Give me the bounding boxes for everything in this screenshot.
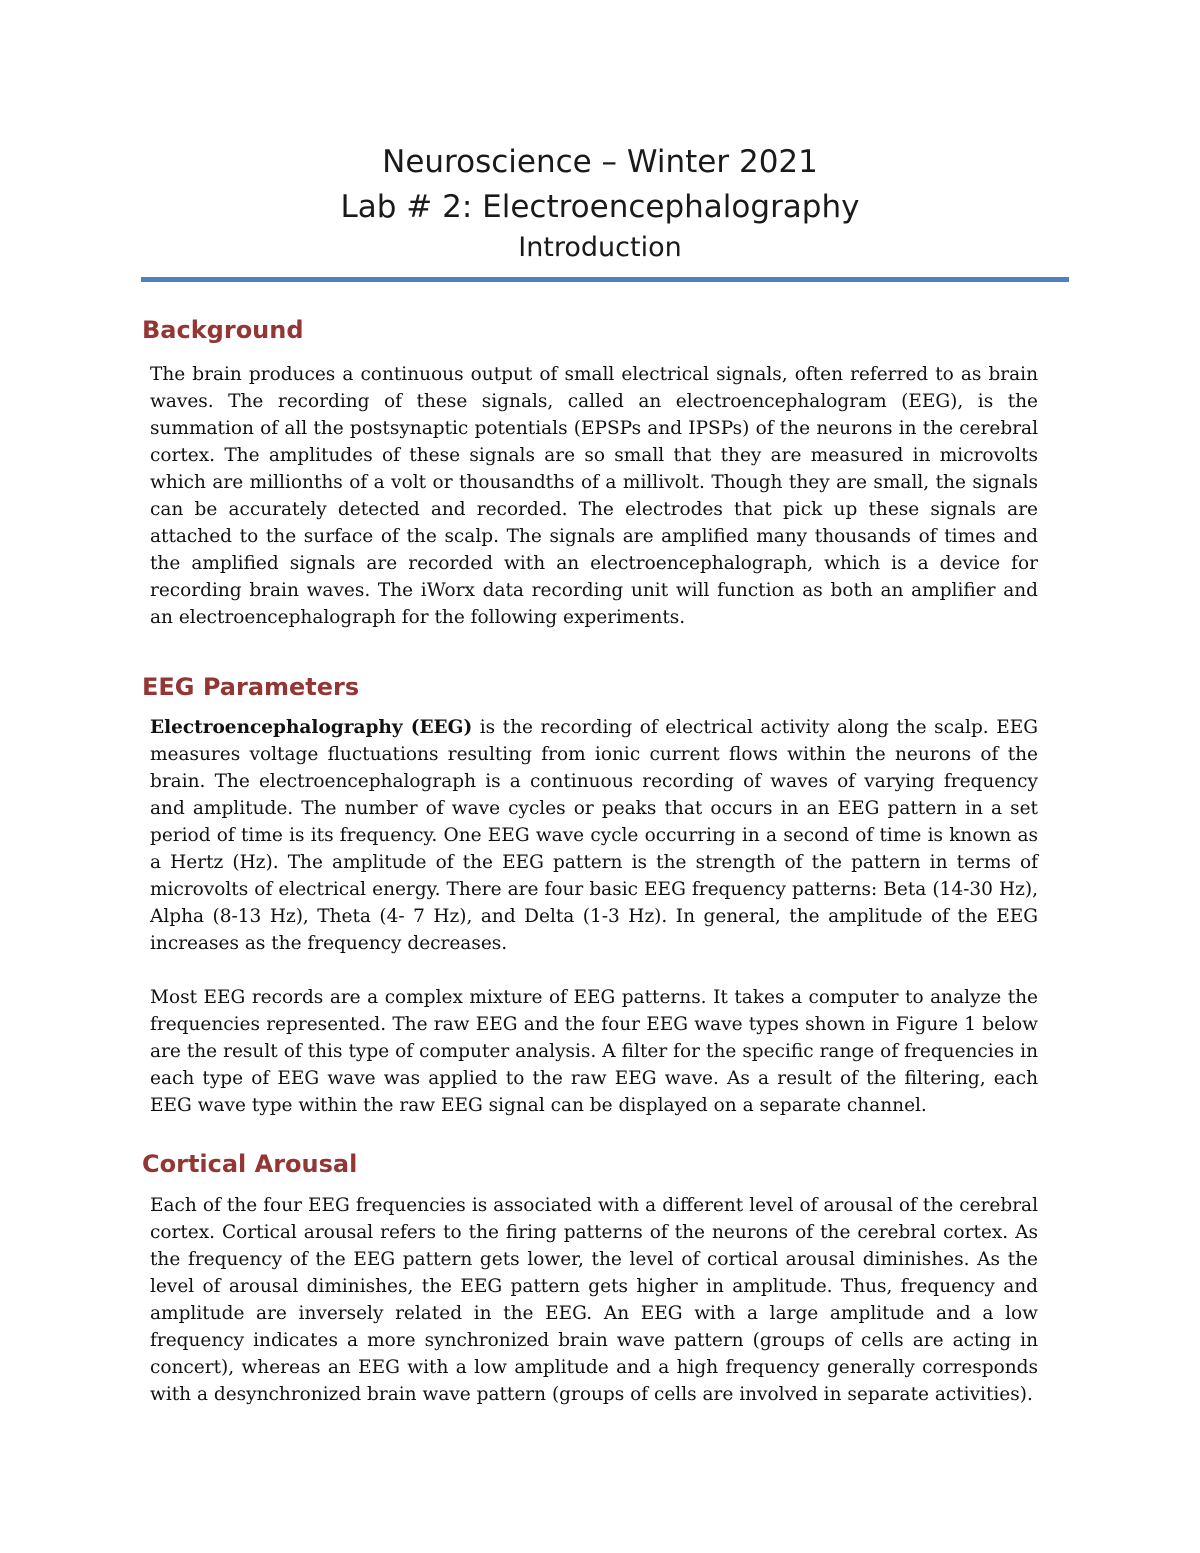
eeg-parameters-paragraph-1 bbox=[150, 714, 1038, 957]
eeg-parameters-paragraph-2: Most EEG records are a complex mixture of EEG patterns. It takes a computer to analyze the frequencies represented. The raw EEG and the four EEG wave types shown in Figure 1 below are the result of this type of computer analysis. A filter for the specific range of frequencies in each type of EEG wave was applied to the raw EEG wave. As a result of the filtering, each EEG wave type within the raw EEG signal can be displayed on a separate channel. bbox=[150, 987, 1038, 1116]
eeg-parameters-heading: EEG Parameters bbox=[142, 673, 360, 701]
cortical-arousal-heading: Cortical Arousal bbox=[142, 1150, 358, 1178]
background-heading: Background bbox=[142, 316, 304, 344]
background-paragraph: The brain produces a continuous output of small electrical signals, often referred to as brain waves. The recording of these signals, called an electroencephalogram (EEG), is the summation of all the postsynaptic potentials (EPSPs and IPSPs) of the neurons in the cerebral cortex. The amplitudes of these signals are so small that they are measured in microvolts which are millionths of a volt or thousandths of a millivolt. Though they are small, the signals can be accurately detected and recorded. The electrodes that pick up these signals are attached to the surface of the scalp. The signals are amplified many thousands of times and the amplified signals are recorded with an electroencephalograph, which is a device for recording brain waves. The iWorx data recording unit will function as both an amplifier and an electroencephalograph for the following experiments. bbox=[150, 364, 1038, 628]
eeg-parameters-paragraph-1-text: is the recording of electrical activity along the scalp. EEG measures voltage fluctuations resulting from ionic current flows within the neurons of the brain. The electroencephalograph is a continuous recording of waves of varying frequency and amplitude. The number of wave cycles or peaks that occurs in an EEG pattern in a set period of time is its frequency. One EEG wave cycle occurring in a second of time is known as a Hertz (Hz). The amplitude of the EEG pattern is the strength of the pattern in terms of microvolts of electrical energy. There are four basic EEG frequency patterns: Beta (14-30 Hz), Alpha (8-13 Hz), Theta (4- 7 Hz), and Delta (1-3 Hz). In general, the amplitude of the EEG increases as the frequency decreases. bbox=[150, 717, 1038, 954]
course-title: Neuroscience – Winter 2021 bbox=[382, 144, 818, 180]
cortical-arousal-paragraph: Each of the four EEG frequencies is associated with a different level of arousal of the cerebral cortex. Cortical arousal refers to the firing patterns of the neurons of the cerebral cortex. As the frequency of the EEG pattern gets lower, the level of cortical arousal diminishes. As the level of arousal diminishes, the EEG pattern gets higher in amplitude. Thus, frequency and amplitude are inversely related in the EEG. An EEG with a large amplitude and a low frequency indicates a more synchronized brain wave pattern (groups of cells are acting in concert), whereas an EEG with a low amplitude and a high frequency generally corresponds with a desynchronized brain wave pattern (groups of cells are involved in separate activities). bbox=[150, 1195, 1038, 1405]
lab-title: Lab # 2: Electroencephalography bbox=[340, 189, 860, 225]
section-title: Introduction bbox=[518, 232, 682, 263]
title-divider bbox=[141, 277, 1069, 282]
eeg-term-bold: Electroencephalography (EEG) bbox=[150, 717, 473, 738]
document-title bbox=[0, 138, 1200, 268]
